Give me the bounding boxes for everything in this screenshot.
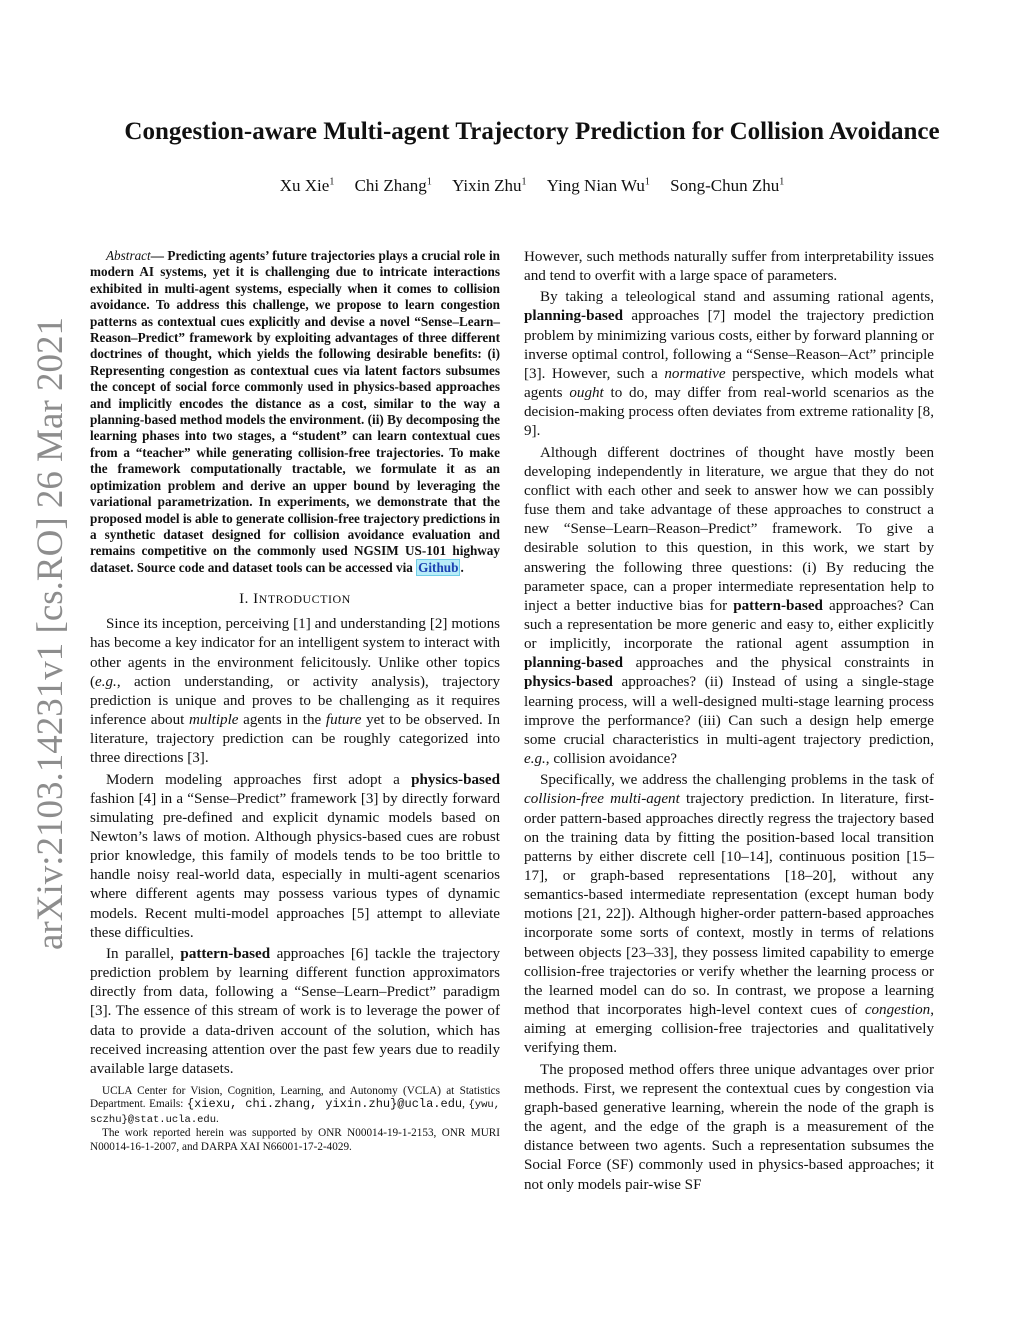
footnote bbox=[90, 1085, 500, 1154]
abstract-label: Abstract bbox=[106, 248, 151, 263]
author: Song-Chun Zhu$^1$ bbox=[670, 176, 785, 195]
intro-paragraph: Modern modeling approaches first adopt a physics-based fashion [4] in a “Sense–Predict” framework [3] by directly forward simulating pre-defined and explicit dynamic models based on Newton’s laws of motion. Although physics-based cues are robust prior knowledge, this family of models tends to be too brittle to handle noisy real-world data, especially in multi-agent scenarios where different agents may possess various types of dynamic models. Recent multi-model approaches [5] attempt to alleviate these difficulties. bbox=[90, 771, 500, 941]
abstract: Abstract— Predicting agents’ future trajectories plays a crucial role in modern AI systems, yet it is challenging due to intricate interactions exhibited in multi-agent systems, especially when it comes to collision avoidance. To address this challenge, we propose to learn congestion patterns as contextual cues explicitly and devise a novel “Sense–Learn–Reason–Predict” framework by exploiting advantages of three different doctrines of thought, which yields the following desirable benefits: (i) Representing congestion as contextual cues via latent factors subsumes the concept of social force commonly used in physics-based approaches and implicitly encodes the distance as a cost, similar to the way a planning-based method models the environment. (ii) By decomposing the learning phases into two stages, a “student” can learn contextual cues from a “teacher” while generating collision-free trajectories. To make the framework computationally tractable, we formulate it as an optimization problem and derive an upper bound by leveraging the variational parametrization. In experiments, we demonstrate that the proposed model is able to generate collision-free trajectory predictions in a synthetic dataset designed for collision avoidance evaluation and remains competitive on the commonly used NGSIM US-101 highway dataset. Source code and dataset tools can be accessed via Github . bbox=[90, 248, 500, 575]
footnote-affiliation: UCLA Center for Vision, Cognition, Learning, and Autonomy (VCLA) at Statistics Department. Emails: {xiexu, chi.zhang, yixin.zhu}@ucla.edu, {ywu, sczhu}@stat.ucla.edu. bbox=[90, 1085, 500, 1126]
author: Ying Nian Wu$^1$ bbox=[546, 176, 650, 195]
footnote-funding: The work reported herein was supported by ONR N00014-19-1-2153, ONR MURI N00014-16-1-2007, and DARPA XAI N66001-17-2-4029. bbox=[90, 1127, 500, 1153]
right-column bbox=[524, 248, 934, 1197]
email-list: {ywu, sczhu}@stat.ucla.edu bbox=[90, 1099, 500, 1126]
author: Chi Zhang$^1$ bbox=[354, 176, 432, 195]
paper-title: Congestion-aware Multi-agent Trajectory Prediction for Collision Avoidance bbox=[124, 118, 940, 145]
arxiv-identifier: arXiv:2103.14231v1 [cs.RO] 26 Mar 2021 bbox=[30, 316, 71, 950]
author-list bbox=[60, 176, 1004, 196]
section-heading-introduction: I. INTRODUCTION bbox=[239, 591, 351, 608]
github-link[interactable]: Github bbox=[418, 559, 459, 575]
author: Yixin Zhu$^1$ bbox=[452, 176, 527, 195]
body-paragraph: Specifically, we address the challenging problems in the task of collision-free multi-agent trajectory prediction. In literature, first-order pattern-based approaches directly regress the trajectory based on the training data by fitting the position-based local transition patterns by either discrete cell [10–14], continuous position [15–17], or graph-based representations [18–20], without any semantics-based intermediate representation (except human body motions [21, 22]). Although higher-order pattern-based approaches incorporate some sorts of context, mostly in terms of relations between objects [23–33], they possess limited capability to emerge collision-free trajectories or verify whether the learning process or the learned model can do so. In contrast, we propose a learning method that incorporates high-level context cues of congestion, aiming at emerging collision-free trajectories and qualitatively verifying them. bbox=[524, 772, 934, 1057]
author: Xu Xie$^1$ bbox=[279, 176, 335, 195]
email-list: {xiexu, chi.zhang, yixin.zhu}@ucla.edu bbox=[186, 1097, 463, 1112]
intro-paragraph: Since its inception, perceiving [1] and understanding [2] motions has become a key indicator for an intelligent system to interact with other agents in the environment felicitously. Unlike other topics (e.g., action understanding, or activity analysis), trajectory prediction is unique and proves to be challenging as it requires inference about multiple agents in the future yet to be observed. In literature, trajectory prediction can be roughly categorized into three directions [3]. bbox=[90, 616, 501, 767]
intro-paragraph: In parallel, pattern-based approaches [6] tackle the trajectory prediction problem by learning different function approximators directly from data, following a “Sense–Learn–Predict” paradigm [3]. The essence of this stream of work is to leverage the power of data to provide a data-driven account of the solution, which has received increasing attention over the past few years due to readily available large datasets. bbox=[90, 945, 500, 1077]
body-paragraph: However, such methods naturally suffer from interpretability issues and tend to overfit with a large space of parameters. bbox=[524, 249, 934, 285]
body-paragraph: By taking a teleological stand and assuming rational agents, planning-based approaches [7] model the trajectory prediction problem by minimizing various costs, either by forward planning or inverse optimal control, following a “Sense–Reason–Act” principle [3]. However, such a normative perspective, which models what agents ought to do, may differ from real-world scenarios as the decision-making process often deviates from extreme rationality [8, 9]. bbox=[524, 289, 935, 440]
body-paragraph: The proposed method offers three unique advantages over prior methods. First, we represent the contextual cues by congestion via graph-based generative learning, wherein the node of the graph is the agent, and the edge of the graph is a measurement of the distance between two agents. Such a representation subsumes the Social Force (SF) commonly used in physics-based approaches; it not only models pair-wise SF bbox=[524, 1061, 934, 1193]
left-column bbox=[90, 248, 500, 1154]
body-paragraph: Although different doctrines of thought have mostly been developing independently in literature, we argue that they do not conflict with each other and seek to answer how we can possibly fuse them and take advantage of these approaches to construct a new “Sense–Learn–Reason–Predict” framework. To give a desirable solution to this question, in this work, we start by answering the following three questions: (i) By reducing the parameter space, can a proper intermediate representation help to inject a better inductive bias for pattern-based approaches? Can such a representation be more generic and easy to, either explicitly or implicitly, incorporate the rational agent assumption in planning-based approaches and the physical constraints in physics-based approaches? (ii) Instead of using a single-stage learning process, will a well-designed multi-stage learning process improve the performance? (iii) Can such a design help emerge some crucial characteristics in multi-agent trajectory prediction, e.g., collision avoidance? bbox=[524, 444, 934, 768]
